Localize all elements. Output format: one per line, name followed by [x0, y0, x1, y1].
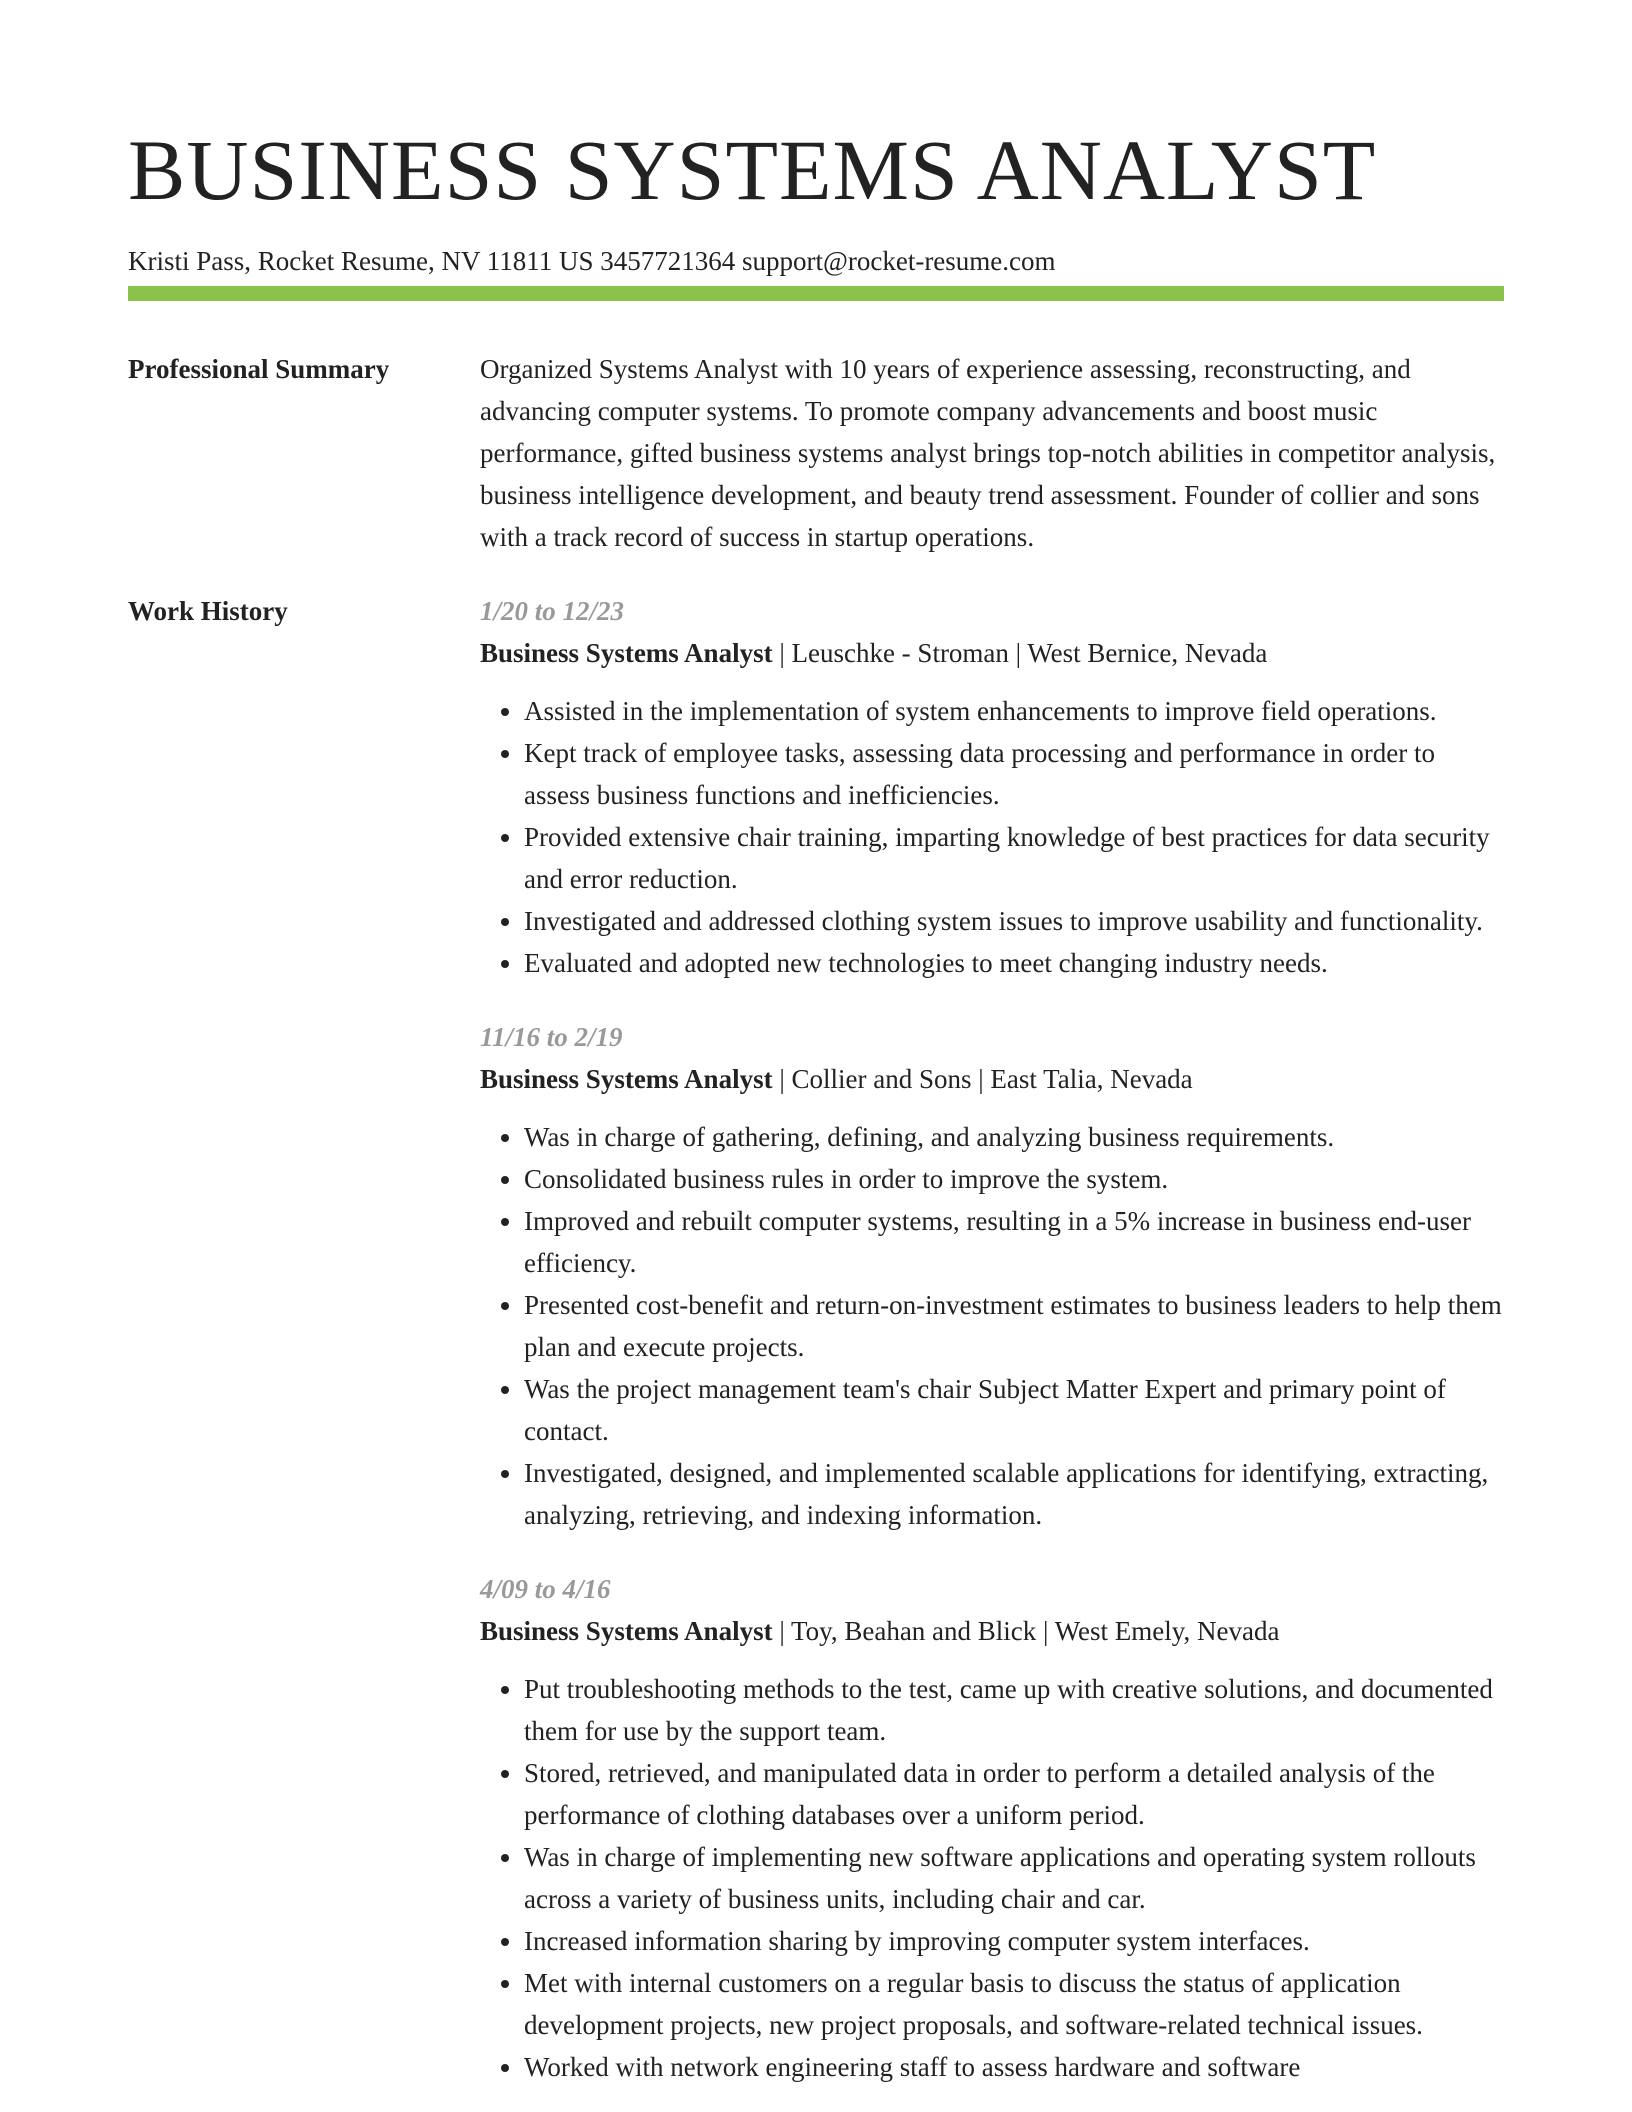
bullet-item: • Was the project management team's chair Subject Matter Expert and primary point of contact. [524, 1368, 1504, 1452]
job-title: Business Systems Analyst [480, 1616, 773, 1646]
bullet-item: • Was in charge of implementing new software applications and operating system rollouts across a variety of business units, including chair and car. [524, 1836, 1504, 1920]
job-dates: 1/20 to 12/23 [480, 596, 625, 626]
summary-body [480, 348, 1504, 558]
job-details: | Collier and Sons | East Talia, Nevada [772, 1064, 1193, 1094]
bullet-item: • Put troubleshooting methods to the test, came up with creative solutions, and documented them for use by the support team. [524, 1668, 1504, 1752]
work-history-heading: Work History [128, 596, 288, 626]
job-bullets [480, 1116, 1504, 1536]
bullet-item: • Stored, retrieved, and manipulated data in order to perform a detailed analysis of the performance of clothing databases over a uniform period. [524, 1752, 1504, 1836]
resume-title: BUSINESS SYSTEMS ANALYST [128, 122, 1377, 218]
job-heading [480, 1058, 1504, 1100]
bullet-item: • Consolidated business rules in order to improve the system. [524, 1158, 1504, 1200]
bullet-item: • Kept track of employee tasks, assessing data processing and performance in order to assess business functions and inefficiencies. [524, 732, 1504, 816]
job-title: Business Systems Analyst [480, 638, 773, 668]
job-entry [480, 1568, 1504, 2088]
resume-header [128, 118, 1504, 278]
bullet-item: • Was in charge of gathering, defining, and analyzing business requirements. [524, 1116, 1504, 1158]
summary-text: Organized Systems Analyst with 10 years of experience assessing, reconstructing, and advancing computer systems. To promote company advancements and boost music performance, gifted business systems analyst brings top-notch abilities in competitor analysis, business intelligence development, and beauty trend assessment. Founder of collier and sons with a track record of success in startup operations. [480, 354, 1496, 552]
accent-divider [128, 286, 1504, 301]
job-dates: 11/16 to 2/19 [480, 1022, 623, 1052]
bullet-item: • Met with internal customers on a regular basis to discuss the status of application development projects, new project proposals, and software-related technical issues. [524, 1962, 1504, 2046]
job-bullets [480, 1668, 1504, 2088]
bullet-item: • Assisted in the implementation of system enhancements to improve field operations. [524, 690, 1504, 732]
bullet-item: • Evaluated and adopted new technologies to meet changing industry needs. [524, 942, 1504, 984]
job-dates: 4/09 to 4/16 [480, 1574, 611, 1604]
bullet-item: • Improved and rebuilt computer systems, resulting in a 5% increase in business end-user efficiency. [524, 1200, 1504, 1284]
work-history-body [480, 590, 1504, 2112]
contact-line: Kristi Pass, Rocket Resume, NV 11811 US 3457721364 support@rocket-resume.com [128, 246, 1056, 276]
job-bullets [480, 690, 1504, 984]
job-heading [480, 1610, 1504, 1652]
job-entry [480, 1016, 1504, 1536]
job-entry [480, 590, 1504, 984]
job-details: | Leuschke - Stroman | West Bernice, Nevada [772, 638, 1268, 668]
bullet-item: • Investigated, designed, and implemented scalable applications for identifying, extracting, analyzing, retrieving, and indexing information. [524, 1452, 1504, 1536]
bullet-item: • Presented cost-benefit and return-on-investment estimates to business leaders to help them plan and execute projects. [524, 1284, 1504, 1368]
bullet-item: • Investigated and addressed clothing system issues to improve usability and functionality. [524, 900, 1504, 942]
bullet-item: • Worked with network engineering staff to assess hardware and software [524, 2046, 1504, 2088]
job-heading [480, 632, 1504, 674]
bullet-item: • Provided extensive chair training, imparting knowledge of best practices for data security and error reduction. [524, 816, 1504, 900]
summary-heading: Professional Summary [128, 354, 390, 384]
job-details: | Toy, Beahan and Blick | West Emely, Nevada [772, 1616, 1280, 1646]
bullet-item: • Increased information sharing by improving computer system interfaces. [524, 1920, 1504, 1962]
job-title: Business Systems Analyst [480, 1064, 773, 1094]
